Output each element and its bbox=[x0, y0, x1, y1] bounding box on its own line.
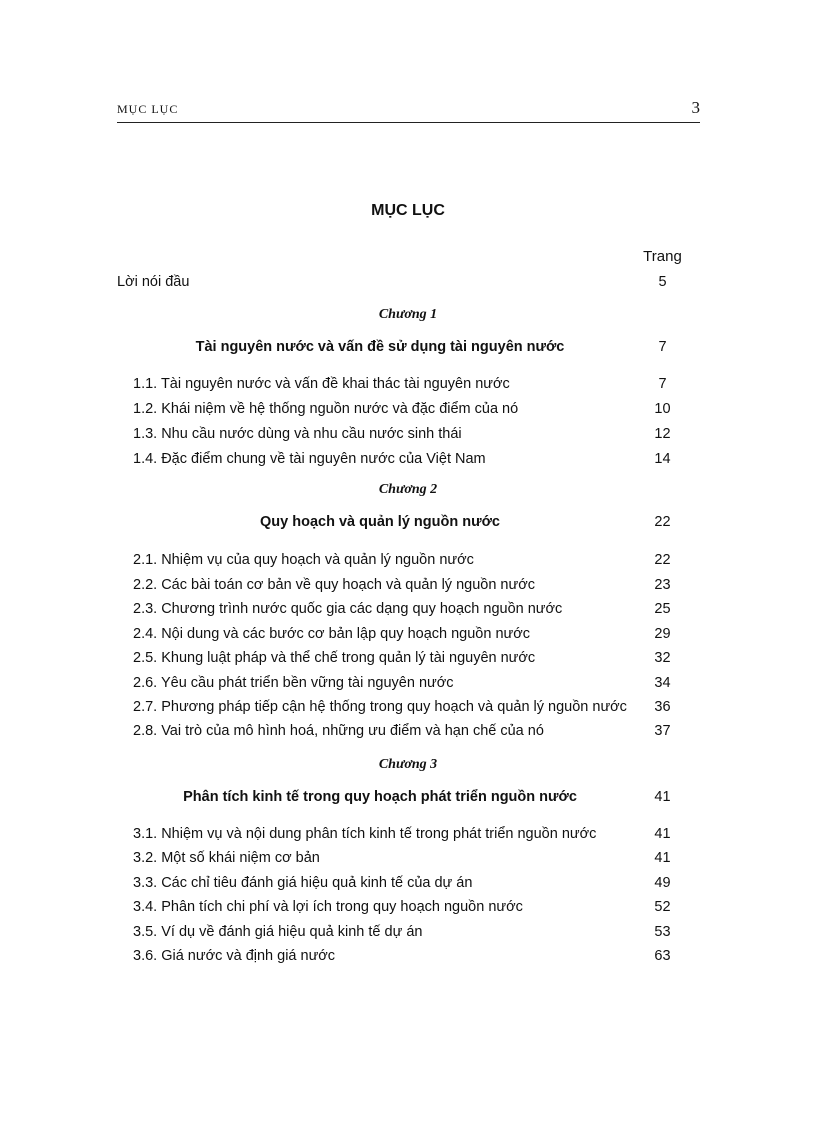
toc-entry-page: 34 bbox=[654, 675, 671, 691]
toc-entry-page: 7 bbox=[658, 376, 667, 392]
toc-entry[interactable] bbox=[0, 449, 816, 469]
chapter-1-heading: Chương 1 bbox=[378, 307, 438, 322]
toc-entry[interactable] bbox=[0, 697, 816, 717]
toc-entry-page: 53 bbox=[654, 924, 671, 940]
toc-entry-preface[interactable] bbox=[0, 272, 816, 292]
toc-entry-label: 3.1. Nhiệm vụ và nội dung phân tích kinh tế trong phát triển nguồn nước bbox=[133, 826, 597, 842]
toc-entry-page: 37 bbox=[654, 723, 671, 739]
toc-entry[interactable] bbox=[0, 399, 816, 419]
toc-entry-page: 23 bbox=[654, 577, 671, 593]
toc-entry-page: 12 bbox=[654, 426, 671, 442]
chapter-title: Tài nguyên nước và vấn đề sử dụng tài nguyên nước bbox=[195, 339, 565, 355]
toc-entry-page: 41 bbox=[654, 826, 671, 842]
toc-entry-label: 2.5. Khung luật pháp và thể chế trong quản lý tài nguyên nước bbox=[133, 650, 536, 666]
toc-entry[interactable] bbox=[0, 374, 816, 394]
toc-entry-page: 49 bbox=[654, 875, 671, 891]
toc-entry-label: 1.2. Khái niệm về hệ thống nguồn nước và đặc điểm của nó bbox=[133, 401, 519, 417]
toc-entry-label: 3.2. Một số khái niệm cơ bản bbox=[133, 850, 320, 866]
running-header bbox=[117, 100, 700, 123]
chapter-title: Quy hoạch và quản lý nguồn nước bbox=[260, 514, 500, 530]
chapter-page: 7 bbox=[658, 339, 667, 355]
toc-entry-page: 32 bbox=[654, 650, 671, 666]
toc-entry[interactable] bbox=[0, 922, 816, 942]
toc-entry-label: 2.8. Vai trò của mô hình hoá, những ưu điểm và hạn chế của nó bbox=[133, 723, 544, 739]
chapter-3-title-row[interactable] bbox=[0, 786, 816, 808]
toc-entry-page: 14 bbox=[654, 451, 671, 467]
toc-entry-label: 3.3. Các chỉ tiêu đánh giá hiệu quả kinh tế của dự án bbox=[133, 875, 473, 891]
toc-entry[interactable] bbox=[0, 550, 816, 570]
toc-entry-label: 3.5. Ví dụ về đánh giá hiệu quả kinh tế dự án bbox=[133, 924, 423, 940]
toc-entry-page: 22 bbox=[654, 552, 671, 568]
toc-entry-label: 2.1. Nhiệm vụ của quy hoạch và quản lý nguồn nước bbox=[133, 552, 474, 568]
toc-entry-label: 3.4. Phân tích chi phí và lợi ích trong quy hoạch nguồn nước bbox=[133, 899, 523, 915]
toc-entry-page: 36 bbox=[654, 699, 671, 715]
toc-entry-label: 1.4. Đặc điểm chung về tài nguyên nước của Việt Nam bbox=[133, 451, 486, 467]
toc-entry-page: 63 bbox=[654, 948, 671, 964]
page-title: MỤC LỤC bbox=[371, 202, 445, 219]
toc-entry[interactable] bbox=[0, 721, 816, 741]
toc-entry[interactable] bbox=[0, 624, 816, 644]
header-page-number: 3 bbox=[691, 98, 700, 117]
toc-entry-label: 2.3. Chương trình nước quốc gia các dạng quy hoạch nguồn nước bbox=[133, 601, 563, 617]
header-section-name: MỤC LỤC bbox=[117, 102, 179, 116]
toc-entry-label: 3.6. Giá nước và định giá nước bbox=[133, 948, 336, 964]
toc-entry[interactable] bbox=[0, 946, 816, 966]
toc-entry[interactable] bbox=[0, 673, 816, 693]
toc-entry-label: 2.6. Yêu cầu phát triển bền vững tài nguyên nước bbox=[133, 675, 454, 691]
toc-entry[interactable] bbox=[0, 824, 816, 844]
toc-entry-page: 52 bbox=[654, 899, 671, 915]
chapter-2-heading: Chương 2 bbox=[378, 482, 438, 497]
toc-entry-label: 1.3. Nhu cầu nước dùng và nhu cầu nước sinh thái bbox=[133, 426, 462, 442]
toc-entry-label: 2.2. Các bài toán cơ bản về quy hoạch và quản lý nguồn nước bbox=[133, 577, 535, 593]
chapter-1-title-row[interactable] bbox=[0, 336, 816, 358]
toc-entry-label: 2.4. Nội dung và các bước cơ bản lập quy hoạch nguồn nước bbox=[133, 626, 530, 642]
toc-entry[interactable] bbox=[0, 599, 816, 619]
toc-entry[interactable] bbox=[0, 873, 816, 893]
toc-entry-page: 5 bbox=[658, 274, 667, 290]
toc-entry-page: 10 bbox=[654, 401, 671, 417]
toc-entry[interactable] bbox=[0, 424, 816, 444]
toc-entry[interactable] bbox=[0, 848, 816, 868]
toc-entry-label: Lời nói đầu bbox=[117, 274, 190, 290]
toc-entry[interactable] bbox=[0, 648, 816, 668]
toc-entry[interactable] bbox=[0, 575, 816, 595]
chapter-title: Phân tích kinh tế trong quy hoạch phát triển nguồn nước bbox=[183, 789, 577, 805]
toc-entry-label: 2.7. Phương pháp tiếp cận hệ thống trong quy hoạch và quản lý nguồn nước bbox=[133, 699, 627, 715]
toc-entry-page: 41 bbox=[654, 850, 671, 866]
toc-entry-page: 25 bbox=[654, 601, 671, 617]
toc-entry-label: 1.1. Tài nguyên nước và vấn đề khai thác tài nguyên nước bbox=[133, 376, 510, 392]
chapter-3-heading: Chương 3 bbox=[378, 757, 438, 772]
chapter-page: 41 bbox=[654, 789, 671, 805]
chapter-page: 22 bbox=[654, 514, 671, 530]
toc-entry-page: 29 bbox=[654, 626, 671, 642]
page-column-label: Trang bbox=[643, 248, 682, 265]
chapter-2-title-row[interactable] bbox=[0, 511, 816, 533]
toc-entry[interactable] bbox=[0, 897, 816, 917]
